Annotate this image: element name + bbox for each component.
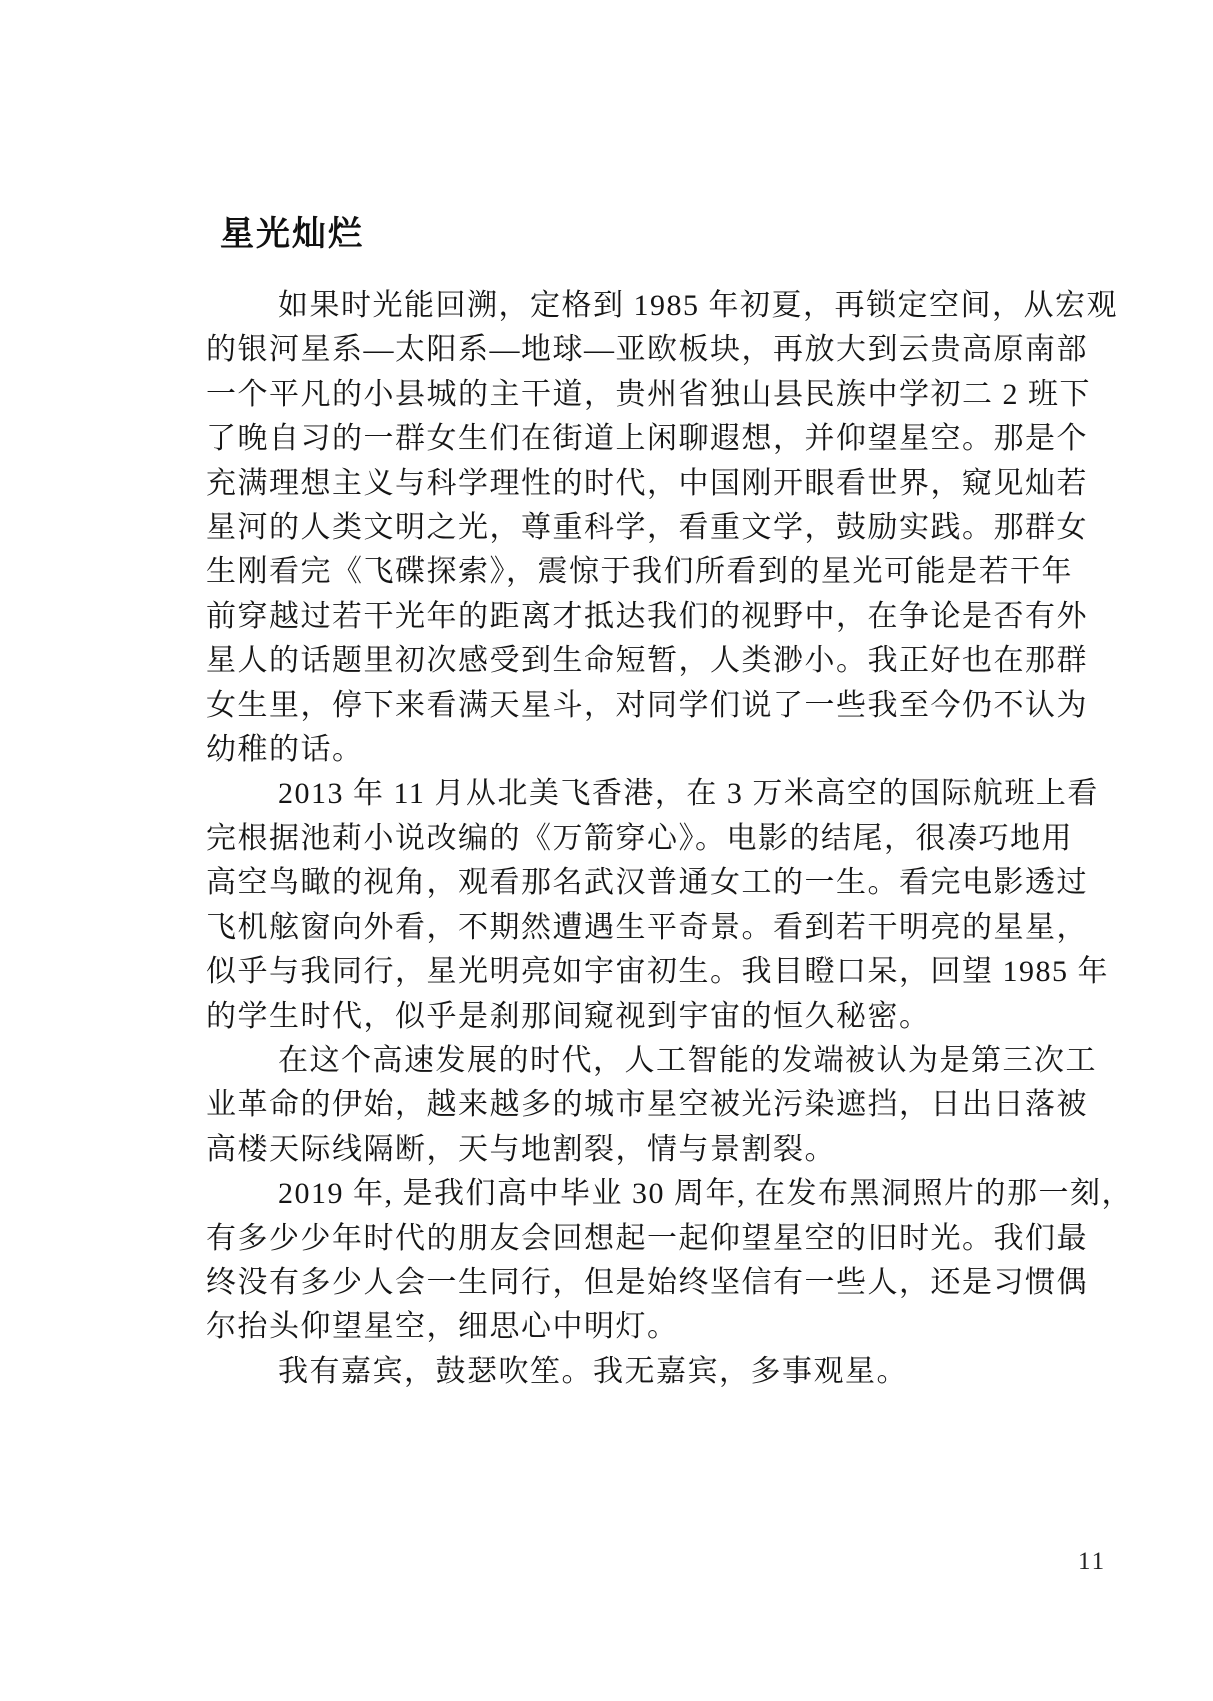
text-line: 飞机舷窗向外看，不期然遭遇生平奇景。看到若干明亮的星星， xyxy=(206,910,1088,944)
text-line: 在这个高速发展的时代，人工智能的发端被认为是第三次工 xyxy=(278,1043,1097,1077)
text-line: 完根据池莉小说改编的《万箭穿心》。电影的结尾，很凑巧地用 xyxy=(206,821,1073,855)
page-title: 星光灿烂 xyxy=(220,215,364,253)
text-line: 了晚自习的一群女生们在街道上闲聊遐想，并仰望星空。那是个 xyxy=(206,422,1088,456)
text-line: 的学生时代，似乎是刹那间窥视到宇宙的恒久秘密。 xyxy=(206,999,931,1033)
text-line: 幼稚的话。 xyxy=(206,733,364,767)
text-line: 我有嘉宾，鼓瑟吹笙。我无嘉宾，多事观星。 xyxy=(278,1354,908,1388)
text-line: 女生里，停下来看满天星斗，对同学们说了一些我至今仍不认为 xyxy=(206,688,1088,722)
text-line: 一个平凡的小县城的主干道，贵州省独山县民族中学初二 2 班下 xyxy=(206,377,1091,411)
text-line: 生刚看完《飞碟探索》，震惊于我们所看到的星光可能是若干年 xyxy=(206,555,1073,589)
text-line: 2013 年 11 月从北美飞香港，在 3 万米高空的国际航班上看 xyxy=(278,777,1099,811)
text-line: 似乎与我同行，星光明亮如宇宙初生。我目瞪口呆，回望 1985 年 xyxy=(206,955,1109,989)
text-line: 2019 年, 是我们高中毕业 30 周年, 在发布黑洞照片的那一刻， xyxy=(278,1177,1133,1211)
text-line: 的银河星系—太阳系—地球—亚欧板块，再放大到云贵高原南部 xyxy=(206,333,1088,367)
text-line: 如果时光能回溯，定格到 1985 年初夏，再锁定空间，从宏观 xyxy=(278,289,1118,322)
text-line: 有多少少年时代的朋友会回想起一起仰望星空的旧时光。我们最 xyxy=(206,1221,1088,1255)
page-number: 11 xyxy=(1078,1548,1107,1575)
text-line: 前穿越过若干光年的距离才抵达我们的视野中，在争论是否有外 xyxy=(206,599,1088,633)
text-line: 业革命的伊始，越来越多的城市星空被光污染遮挡，日出日落被 xyxy=(206,1088,1088,1122)
text-line: 星河的人类文明之光，尊重科学，看重文学，鼓励实践。那群女 xyxy=(206,511,1088,545)
text-line: 尔抬头仰望星空，细思心中明灯。 xyxy=(206,1310,679,1344)
text-line: 充满理想主义与科学理性的时代，中国刚开眼看世界，窥见灿若 xyxy=(206,466,1088,500)
text-line: 高空鸟瞰的视角，观看那名武汉普通女工的一生。看完电影透过 xyxy=(206,866,1088,900)
text-line: 终没有多少人会一生同行，但是始终坚信有一些人，还是习惯偶 xyxy=(206,1265,1088,1299)
text-line: 星人的话题里初次感受到生命短暂，人类渺小。我正好也在那群 xyxy=(206,644,1088,678)
article-body xyxy=(206,284,1133,1394)
text-line: 高楼天际线隔断，天与地割裂，情与景割裂。 xyxy=(206,1132,836,1166)
